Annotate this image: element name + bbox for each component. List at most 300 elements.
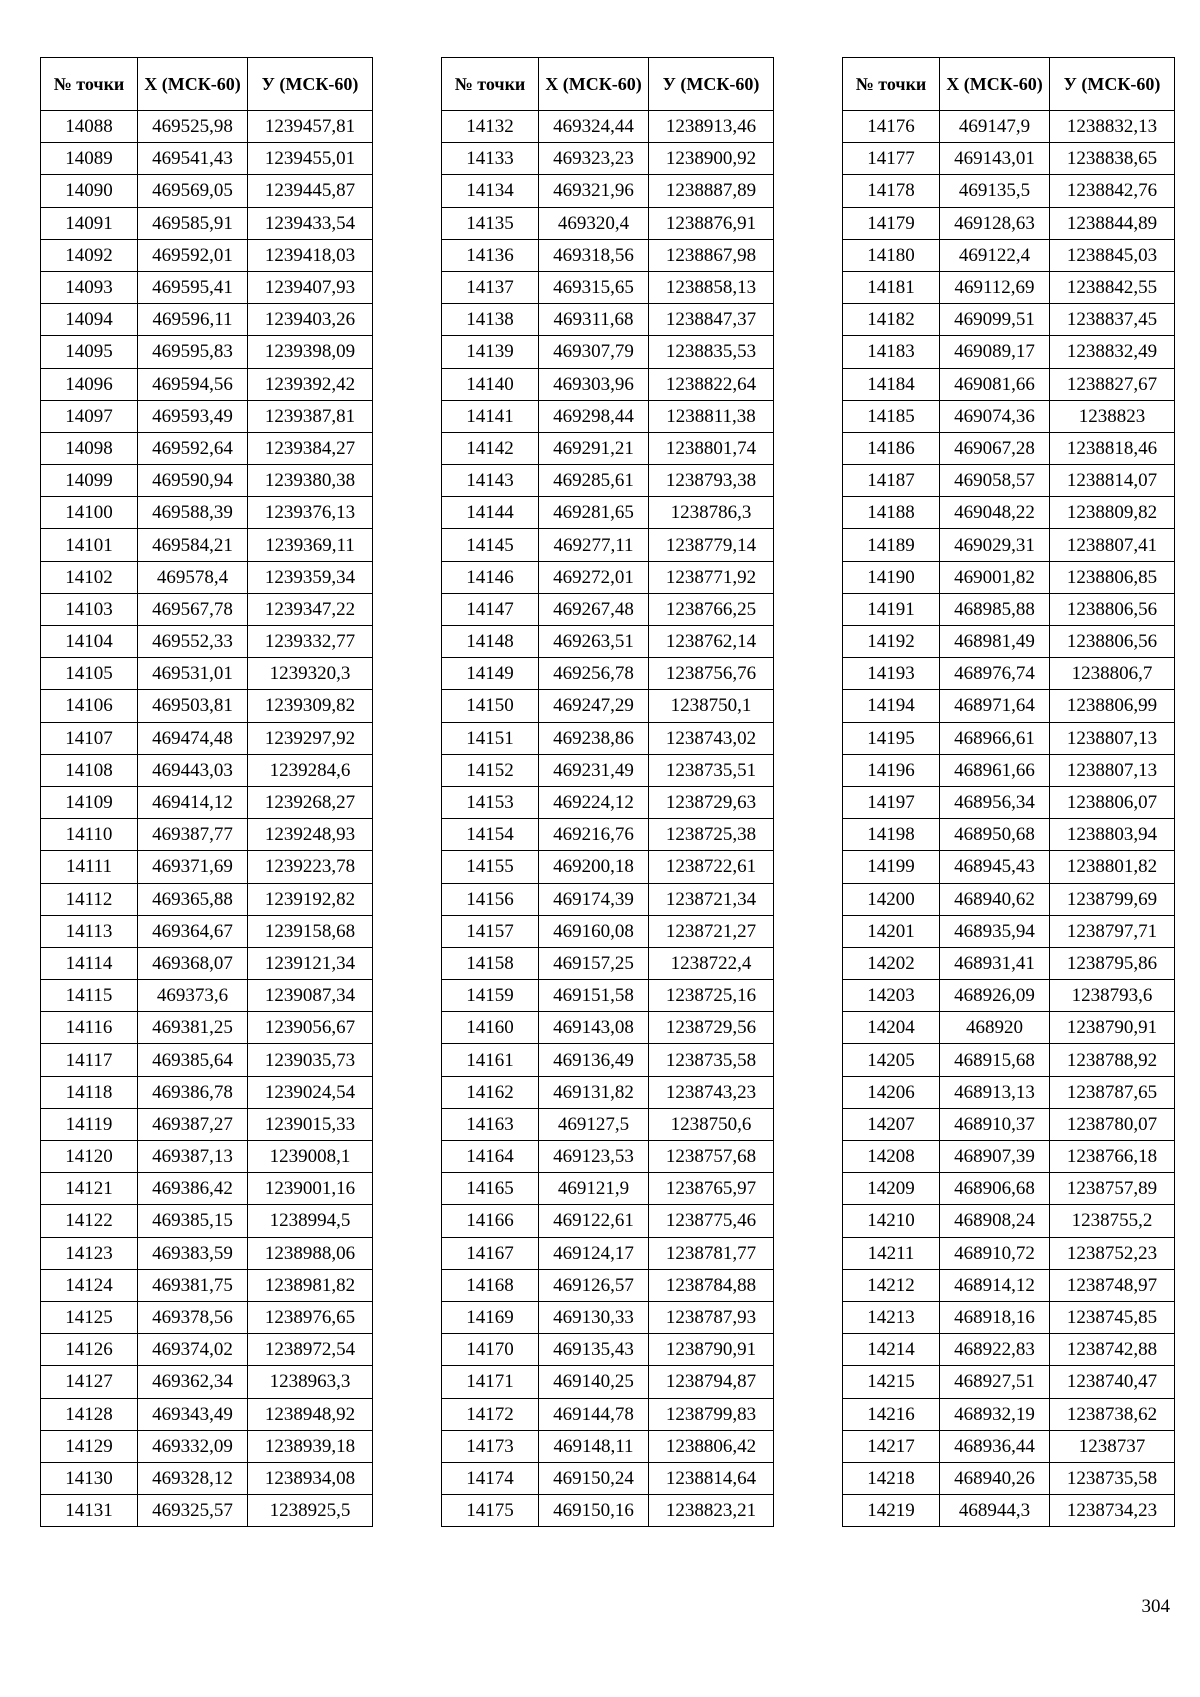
cell-y-coordinate: 1238814,64 [649,1462,774,1494]
cell-x-coordinate: 469593,49 [138,400,248,432]
cell-point-number: 14137 [442,271,539,303]
cell-point-number: 14205 [843,1044,940,1076]
cell-x-coordinate: 468927,51 [940,1366,1050,1398]
cell-x-coordinate: 469303,96 [539,368,649,400]
table-row [41,497,373,529]
table-row [41,754,373,786]
cell-point-number: 14093 [41,271,138,303]
table-row [442,690,774,722]
cell-y-coordinate: 1238972,54 [248,1334,373,1366]
cell-x-coordinate: 469058,57 [940,465,1050,497]
cell-x-coordinate: 468908,24 [940,1205,1050,1237]
cell-y-coordinate: 1239192,82 [248,883,373,915]
table-row [41,1462,373,1494]
cell-x-coordinate: 469126,57 [539,1269,649,1301]
table-row [843,1430,1175,1462]
cell-point-number: 14108 [41,754,138,786]
cell-point-number: 14131 [41,1495,138,1527]
cell-x-coordinate: 469216,76 [539,819,649,851]
cell-y-coordinate: 1239376,13 [248,497,373,529]
cell-point-number: 14162 [442,1076,539,1108]
cell-point-number: 14133 [442,143,539,175]
table-row [843,658,1175,690]
cell-y-coordinate: 1239359,34 [248,561,373,593]
cell-y-coordinate: 1238806,56 [1050,626,1175,658]
header-x-coordinate: Х (МСК-60) [138,58,248,111]
cell-point-number: 14167 [442,1237,539,1269]
cell-x-coordinate: 469525,98 [138,111,248,143]
table-row [843,304,1175,336]
cell-point-number: 14202 [843,947,940,979]
table-row [843,561,1175,593]
cell-x-coordinate: 469231,49 [539,754,649,786]
cell-point-number: 14175 [442,1495,539,1527]
cell-x-coordinate: 469157,25 [539,947,649,979]
cell-x-coordinate: 469320,4 [539,207,649,239]
table-row [442,465,774,497]
cell-point-number: 14161 [442,1044,539,1076]
cell-point-number: 14099 [41,465,138,497]
cell-y-coordinate: 1238806,42 [649,1430,774,1462]
cell-point-number: 14174 [442,1462,539,1494]
cell-point-number: 14173 [442,1430,539,1462]
cell-y-coordinate: 1239384,27 [248,432,373,464]
cell-y-coordinate: 1238750,6 [649,1108,774,1140]
cell-point-number: 14208 [843,1141,940,1173]
cell-y-coordinate: 1239035,73 [248,1044,373,1076]
cell-x-coordinate: 468910,72 [940,1237,1050,1269]
cell-point-number: 14107 [41,722,138,754]
cell-x-coordinate: 469144,78 [539,1398,649,1430]
cell-point-number: 14171 [442,1366,539,1398]
cell-y-coordinate: 1238934,08 [248,1462,373,1494]
cell-x-coordinate: 469123,53 [539,1141,649,1173]
cell-y-coordinate: 1239445,87 [248,175,373,207]
cell-y-coordinate: 1238779,14 [649,529,774,561]
cell-y-coordinate: 1238797,71 [1050,915,1175,947]
cell-y-coordinate: 1239268,27 [248,786,373,818]
table-row [442,722,774,754]
cell-y-coordinate: 1238729,56 [649,1012,774,1044]
cell-x-coordinate: 469374,02 [138,1334,248,1366]
cell-y-coordinate: 1238743,02 [649,722,774,754]
table-row [41,239,373,271]
cell-x-coordinate: 469378,56 [138,1301,248,1333]
cell-x-coordinate: 468950,68 [940,819,1050,851]
table-row [843,626,1175,658]
table-row [843,819,1175,851]
cell-y-coordinate: 1239347,22 [248,593,373,625]
table-row [442,947,774,979]
cell-point-number: 14201 [843,915,940,947]
cell-point-number: 14143 [442,465,539,497]
cell-point-number: 14122 [41,1205,138,1237]
cell-y-coordinate: 1239455,01 [248,143,373,175]
cell-y-coordinate: 1239320,3 [248,658,373,690]
cell-point-number: 14100 [41,497,138,529]
table-row [843,1495,1175,1527]
cell-y-coordinate: 1239015,33 [248,1108,373,1140]
cell-point-number: 14191 [843,593,940,625]
cell-x-coordinate: 469371,69 [138,851,248,883]
cell-y-coordinate: 1238794,87 [649,1366,774,1398]
cell-point-number: 14206 [843,1076,940,1108]
cell-point-number: 14182 [843,304,940,336]
cell-point-number: 14149 [442,658,539,690]
cell-x-coordinate: 468936,44 [940,1430,1050,1462]
table-row [442,529,774,561]
cell-x-coordinate: 469343,49 [138,1398,248,1430]
cell-x-coordinate: 469385,64 [138,1044,248,1076]
table-row [442,1269,774,1301]
cell-x-coordinate: 469089,17 [940,336,1050,368]
cell-point-number: 14189 [843,529,940,561]
header-x-coordinate: Х (МСК-60) [539,58,649,111]
table-row [843,239,1175,271]
table-row [41,400,373,432]
cell-point-number: 14183 [843,336,940,368]
cell-y-coordinate: 1238823 [1050,400,1175,432]
cell-point-number: 14126 [41,1334,138,1366]
cell-x-coordinate: 469321,96 [539,175,649,207]
cell-x-coordinate: 469584,21 [138,529,248,561]
table-row [442,1205,774,1237]
cell-x-coordinate: 469081,66 [940,368,1050,400]
table-row [442,175,774,207]
table-row [843,1462,1175,1494]
cell-point-number: 14118 [41,1076,138,1108]
cell-x-coordinate: 469381,25 [138,1012,248,1044]
cell-point-number: 14155 [442,851,539,883]
table-row [843,1366,1175,1398]
cell-x-coordinate: 469364,67 [138,915,248,947]
header-y-coordinate: У (МСК-60) [649,58,774,111]
cell-point-number: 14154 [442,819,539,851]
table-row [442,754,774,786]
cell-point-number: 14207 [843,1108,940,1140]
cell-x-coordinate: 469029,31 [940,529,1050,561]
table-row [41,175,373,207]
cell-x-coordinate: 469552,33 [138,626,248,658]
cell-x-coordinate: 469112,69 [940,271,1050,303]
cell-y-coordinate: 1238925,5 [248,1495,373,1527]
cell-y-coordinate: 1238809,82 [1050,497,1175,529]
cell-x-coordinate: 469381,75 [138,1269,248,1301]
cell-x-coordinate: 468981,49 [940,626,1050,658]
cell-y-coordinate: 1239392,42 [248,368,373,400]
table-row [442,368,774,400]
cell-y-coordinate: 1238994,5 [248,1205,373,1237]
cell-x-coordinate: 469387,27 [138,1108,248,1140]
table-row [843,368,1175,400]
cell-y-coordinate: 1238799,69 [1050,883,1175,915]
cell-x-coordinate: 469263,51 [539,626,649,658]
cell-point-number: 14209 [843,1173,940,1205]
cell-y-coordinate: 1238740,47 [1050,1366,1175,1398]
table-row [442,883,774,915]
cell-y-coordinate: 1238806,07 [1050,786,1175,818]
cell-point-number: 14139 [442,336,539,368]
cell-y-coordinate: 1238858,13 [649,271,774,303]
cell-y-coordinate: 1238771,92 [649,561,774,593]
cell-y-coordinate: 1238827,67 [1050,368,1175,400]
cell-x-coordinate: 468971,64 [940,690,1050,722]
cell-point-number: 14121 [41,1173,138,1205]
cell-y-coordinate: 1238939,18 [248,1430,373,1462]
cell-y-coordinate: 1238807,13 [1050,722,1175,754]
table-row [41,1334,373,1366]
cell-y-coordinate: 1238814,07 [1050,465,1175,497]
table-row [41,465,373,497]
cell-y-coordinate: 1238803,94 [1050,819,1175,851]
cell-x-coordinate: 468926,09 [940,980,1050,1012]
cell-y-coordinate: 1238806,85 [1050,561,1175,593]
cell-y-coordinate: 1238806,7 [1050,658,1175,690]
cell-x-coordinate: 469148,11 [539,1430,649,1462]
cell-point-number: 14109 [41,786,138,818]
cell-point-number: 14125 [41,1301,138,1333]
table-row [41,1141,373,1173]
cell-y-coordinate: 1239121,34 [248,947,373,979]
cell-x-coordinate: 469362,34 [138,1366,248,1398]
table-row [442,1462,774,1494]
cell-x-coordinate: 468945,43 [940,851,1050,883]
cell-point-number: 14164 [442,1141,539,1173]
table-row [843,1205,1175,1237]
cell-y-coordinate: 1238762,14 [649,626,774,658]
cell-y-coordinate: 1238748,97 [1050,1269,1175,1301]
cell-point-number: 14092 [41,239,138,271]
cell-y-coordinate: 1238801,82 [1050,851,1175,883]
cell-point-number: 14211 [843,1237,940,1269]
header-point-number: № точки [41,58,138,111]
table-row [843,1301,1175,1333]
cell-x-coordinate: 468922,83 [940,1334,1050,1366]
cell-x-coordinate: 469541,43 [138,143,248,175]
cell-x-coordinate: 469151,58 [539,980,649,1012]
cell-x-coordinate: 469578,4 [138,561,248,593]
cell-y-coordinate: 1239418,03 [248,239,373,271]
cell-y-coordinate: 1238757,89 [1050,1173,1175,1205]
cell-x-coordinate: 468915,68 [940,1044,1050,1076]
table-row [41,143,373,175]
cell-y-coordinate: 1239001,16 [248,1173,373,1205]
table-row [41,722,373,754]
table-row [442,304,774,336]
table-row [41,658,373,690]
cell-y-coordinate: 1238734,23 [1050,1495,1175,1527]
cell-x-coordinate: 469267,48 [539,593,649,625]
cell-y-coordinate: 1238867,98 [649,239,774,271]
cell-x-coordinate: 468966,61 [940,722,1050,754]
cell-point-number: 14105 [41,658,138,690]
cell-y-coordinate: 1238725,16 [649,980,774,1012]
cell-point-number: 14104 [41,626,138,658]
table-row [41,336,373,368]
cell-point-number: 14204 [843,1012,940,1044]
cell-y-coordinate: 1238765,97 [649,1173,774,1205]
cell-x-coordinate: 469150,24 [539,1462,649,1494]
cell-y-coordinate: 1238822,64 [649,368,774,400]
cell-y-coordinate: 1238756,76 [649,658,774,690]
cell-x-coordinate: 469135,5 [940,175,1050,207]
table-row [442,1044,774,1076]
table-row [843,207,1175,239]
cell-y-coordinate: 1238790,91 [1050,1012,1175,1044]
cell-x-coordinate: 469595,83 [138,336,248,368]
cell-x-coordinate: 469592,01 [138,239,248,271]
cell-x-coordinate: 469238,86 [539,722,649,754]
cell-y-coordinate: 1238780,07 [1050,1108,1175,1140]
cell-y-coordinate: 1239087,34 [248,980,373,1012]
table-row [843,754,1175,786]
cell-x-coordinate: 469588,39 [138,497,248,529]
table-row [41,1398,373,1430]
cell-y-coordinate: 1238799,83 [649,1398,774,1430]
table-row [41,271,373,303]
cell-y-coordinate: 1238795,86 [1050,947,1175,979]
table-row [843,1269,1175,1301]
cell-y-coordinate: 1238729,63 [649,786,774,818]
table-row [843,271,1175,303]
table-row [41,1495,373,1527]
cell-point-number: 14145 [442,529,539,561]
cell-y-coordinate: 1238737 [1050,1430,1175,1462]
cell-y-coordinate: 1239309,82 [248,690,373,722]
cell-y-coordinate: 1239403,26 [248,304,373,336]
cell-y-coordinate: 1238752,23 [1050,1237,1175,1269]
table-row [41,819,373,851]
cell-x-coordinate: 469373,6 [138,980,248,1012]
cell-point-number: 14217 [843,1430,940,1462]
cell-point-number: 14194 [843,690,940,722]
cell-y-coordinate: 1238835,53 [649,336,774,368]
cell-point-number: 14120 [41,1141,138,1173]
table-row [843,851,1175,883]
cell-x-coordinate: 469128,63 [940,207,1050,239]
cell-y-coordinate: 1238832,49 [1050,336,1175,368]
coordinates-table-1 [40,57,373,1527]
cell-point-number: 14090 [41,175,138,207]
cell-x-coordinate: 469001,82 [940,561,1050,593]
table-row [41,1173,373,1205]
cell-x-coordinate: 468935,94 [940,915,1050,947]
cell-y-coordinate: 1238807,13 [1050,754,1175,786]
table-row [442,336,774,368]
header-y-coordinate: У (МСК-60) [248,58,373,111]
cell-point-number: 14186 [843,432,940,464]
cell-y-coordinate: 1238876,91 [649,207,774,239]
cell-x-coordinate: 469323,23 [539,143,649,175]
table-row [442,207,774,239]
cell-point-number: 14200 [843,883,940,915]
cell-y-coordinate: 1239332,77 [248,626,373,658]
cell-y-coordinate: 1238787,93 [649,1301,774,1333]
cell-x-coordinate: 469387,77 [138,819,248,851]
cell-y-coordinate: 1238806,56 [1050,593,1175,625]
cell-y-coordinate: 1238823,21 [649,1495,774,1527]
cell-x-coordinate: 469122,61 [539,1205,649,1237]
cell-x-coordinate: 469596,11 [138,304,248,336]
cell-x-coordinate: 469595,41 [138,271,248,303]
table-row [843,915,1175,947]
cell-point-number: 14141 [442,400,539,432]
cell-y-coordinate: 1238887,89 [649,175,774,207]
table-row [843,175,1175,207]
cell-x-coordinate: 469122,4 [940,239,1050,271]
cell-y-coordinate: 1238900,92 [649,143,774,175]
cell-point-number: 14177 [843,143,940,175]
cell-point-number: 14142 [442,432,539,464]
header-point-number: № точки [843,58,940,111]
cell-x-coordinate: 469311,68 [539,304,649,336]
table-row [442,1430,774,1462]
table-row [843,465,1175,497]
cell-point-number: 14197 [843,786,940,818]
table-row [41,1237,373,1269]
table-row [843,1398,1175,1430]
table-row [843,529,1175,561]
cell-x-coordinate: 469368,07 [138,947,248,979]
cell-y-coordinate: 1238725,38 [649,819,774,851]
cell-y-coordinate: 1238735,51 [649,754,774,786]
cell-point-number: 14111 [41,851,138,883]
cell-y-coordinate: 1238847,37 [649,304,774,336]
cell-y-coordinate: 1238788,92 [1050,1044,1175,1076]
table-row [41,593,373,625]
cell-x-coordinate: 469160,08 [539,915,649,947]
table-row [41,883,373,915]
cell-x-coordinate: 469136,49 [539,1044,649,1076]
cell-point-number: 14193 [843,658,940,690]
cell-point-number: 14165 [442,1173,539,1205]
cell-y-coordinate: 1239158,68 [248,915,373,947]
table-row [41,111,373,143]
cell-point-number: 14124 [41,1269,138,1301]
cell-point-number: 14110 [41,819,138,851]
cell-point-number: 14106 [41,690,138,722]
cell-x-coordinate: 469585,91 [138,207,248,239]
cell-y-coordinate: 1238842,55 [1050,271,1175,303]
cell-y-coordinate: 1238787,65 [1050,1076,1175,1108]
cell-y-coordinate: 1238757,68 [649,1141,774,1173]
cell-x-coordinate: 468985,88 [940,593,1050,625]
cell-point-number: 14135 [442,207,539,239]
cell-y-coordinate: 1238963,3 [248,1366,373,1398]
cell-y-coordinate: 1238750,1 [649,690,774,722]
cell-x-coordinate: 469277,11 [539,529,649,561]
table-row [843,1108,1175,1140]
table-row [442,626,774,658]
cell-point-number: 14192 [843,626,940,658]
cell-y-coordinate: 1238807,41 [1050,529,1175,561]
cell-point-number: 14184 [843,368,940,400]
cell-point-number: 14210 [843,1205,940,1237]
cell-y-coordinate: 1238845,03 [1050,239,1175,271]
cell-x-coordinate: 469590,94 [138,465,248,497]
cell-y-coordinate: 1238818,46 [1050,432,1175,464]
cell-y-coordinate: 1238988,06 [248,1237,373,1269]
cell-x-coordinate: 469307,79 [539,336,649,368]
cell-y-coordinate: 1238738,62 [1050,1398,1175,1430]
cell-point-number: 14144 [442,497,539,529]
cell-point-number: 14136 [442,239,539,271]
cell-x-coordinate: 469503,81 [138,690,248,722]
table-row [442,143,774,175]
table-row [442,980,774,1012]
cell-y-coordinate: 1239369,11 [248,529,373,561]
cell-x-coordinate: 469256,78 [539,658,649,690]
